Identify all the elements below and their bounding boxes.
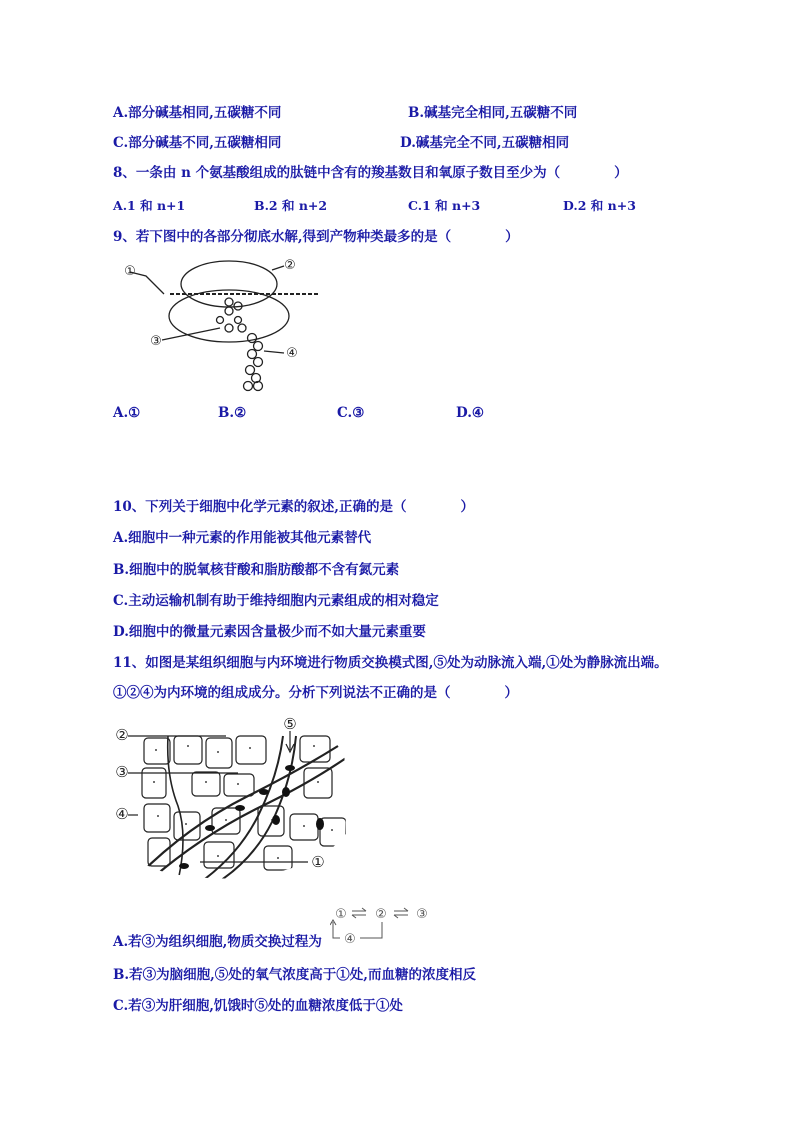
q9-option-c: C.③: [337, 405, 365, 421]
q9-label-1: ①: [124, 264, 136, 279]
q11-stem-line2: ①②④为内环境的组成成分。分析下列说法不正确的是（ ）: [113, 685, 518, 701]
q8-option-d: D.2 和 n+3: [563, 198, 636, 213]
q10-stem: 10、下列关于细胞中化学元素的叙述,正确的是（ ）: [113, 499, 474, 515]
q9-membrane-figure: [112, 256, 322, 396]
q11-flow-diagram: [330, 904, 445, 950]
q11-label-2: ②: [115, 726, 129, 744]
q10-option-d: D.细胞中的微量元素因含量极少而不如大量元素重要: [113, 624, 426, 640]
q8-option-a: A.1 和 n+1: [113, 198, 186, 213]
q9-option-a: A.①: [113, 405, 141, 421]
flow-node-1: ①: [335, 907, 347, 922]
q11-label-3: ③: [115, 763, 129, 781]
q11-label-1: ①: [311, 853, 325, 871]
q11-option-b: B.若③为脑细胞,⑤处的氧气浓度高于①处,而血糖的浓度相反: [113, 967, 477, 983]
q9-label-2: ②: [284, 258, 296, 273]
q9-label-3: ③: [150, 334, 162, 349]
flow-node-3: ③: [416, 907, 428, 922]
flow-node-4: ④: [344, 932, 356, 947]
q11-label-4: ④: [115, 805, 129, 823]
q10-option-b: B.细胞中的脱氧核苷酸和脂肪酸都不含有氮元素: [113, 562, 400, 578]
q8-stem: 8、一条由 n 个氨基酸组成的肽链中含有的羧基数目和氧原子数目至少为（ ）: [113, 165, 628, 181]
q10-option-a: A.细胞中一种元素的作用能被其他元素替代: [113, 530, 372, 546]
q11-stem-line1: 11、如图是某组织细胞与内环境进行物质交换模式图,⑤处为动脉流入端,①处为静脉流出端。: [113, 655, 668, 671]
q11-tissue-figure: [108, 716, 353, 886]
q11-option-a: A.若③为组织细胞,物质交换过程为: [113, 934, 322, 950]
q7-option-b: B.碱基完全相同,五碳糖不同: [408, 105, 578, 121]
q8-option-b: B.2 和 n+2: [254, 198, 328, 213]
q7-option-c: C.部分碱基不同,五碳糖相同: [113, 135, 282, 151]
q7-option-a: A.部分碱基相同,五碳糖不同: [113, 105, 282, 121]
q8-option-c: C.1 和 n+3: [408, 198, 481, 213]
q9-stem: 9、若下图中的各部分彻底水解,得到产物种类最多的是（ ）: [113, 229, 519, 245]
q11-label-5: ⑤: [283, 716, 297, 733]
q9-option-d: D.④: [456, 405, 485, 421]
q11-option-c: C.若③为肝细胞,饥饿时⑤处的血糖浓度低于①处: [113, 998, 403, 1014]
q10-option-c: C.主动运输机制有助于维持细胞内元素组成的相对稳定: [113, 593, 439, 609]
flow-node-2: ②: [375, 907, 387, 922]
q9-option-b: B.②: [218, 405, 247, 421]
q7-option-d: D.碱基完全不同,五碳糖相同: [400, 135, 570, 151]
q9-label-4: ④: [286, 346, 298, 361]
